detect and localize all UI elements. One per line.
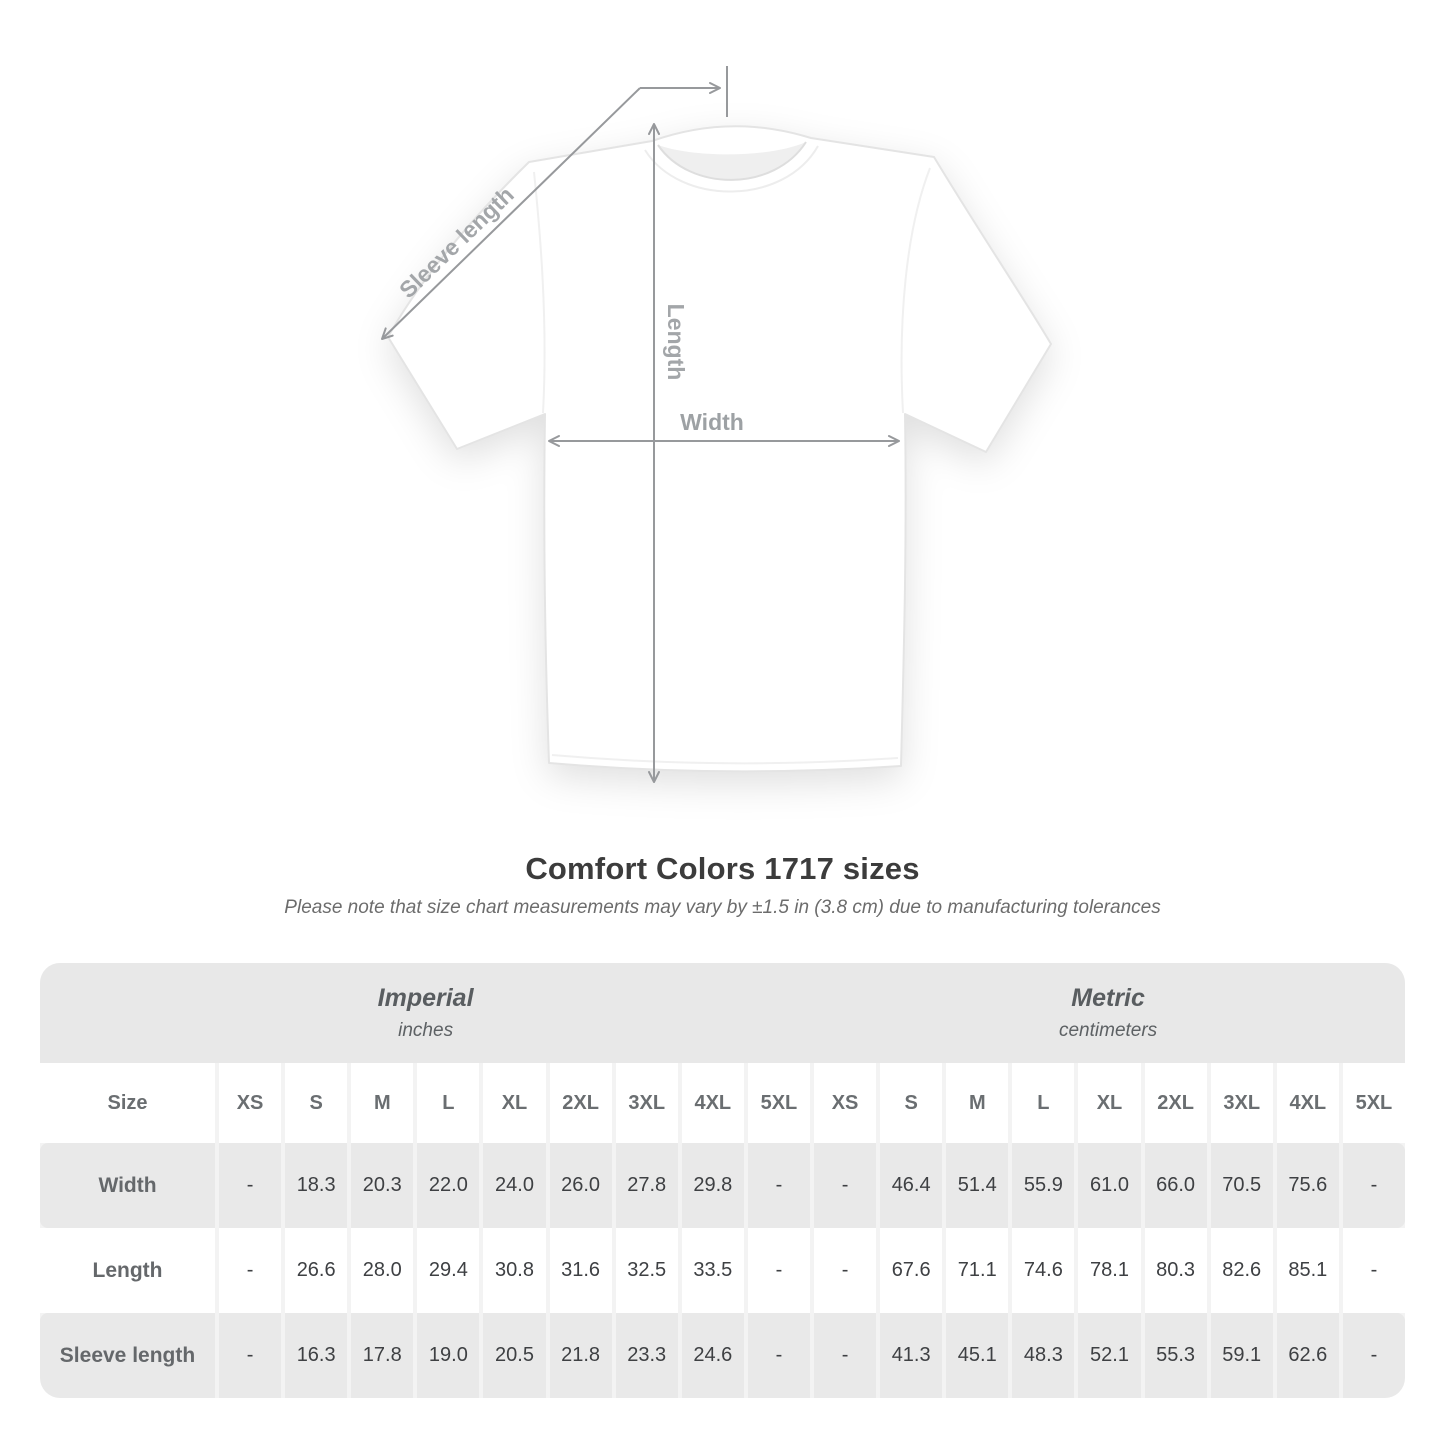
value-cell: 75.6 — [1277, 1143, 1339, 1228]
value-cell: 17.8 — [351, 1313, 413, 1398]
size-column-header: Size — [40, 1063, 215, 1143]
units-band — [40, 963, 1405, 1063]
metric-label: Metric — [1071, 984, 1145, 1012]
size-header: XS — [814, 1063, 876, 1143]
value-cell: 62.6 — [1277, 1313, 1339, 1398]
value-cell: - — [814, 1313, 876, 1398]
value-cell: 61.0 — [1078, 1143, 1140, 1228]
value-cell: 59.1 — [1211, 1313, 1273, 1398]
value-cell: 46.4 — [880, 1143, 942, 1228]
value-cell: 51.4 — [946, 1143, 1008, 1228]
value-cell: - — [748, 1228, 810, 1313]
size-chart-table — [40, 963, 1405, 1398]
value-cell: 55.9 — [1012, 1143, 1074, 1228]
value-cell: 80.3 — [1145, 1228, 1207, 1313]
size-header: 4XL — [1277, 1063, 1339, 1143]
value-cell: - — [219, 1228, 281, 1313]
size-header: M — [351, 1063, 413, 1143]
size-header: XL — [1078, 1063, 1140, 1143]
value-cell: 55.3 — [1145, 1313, 1207, 1398]
value-cell: - — [748, 1313, 810, 1398]
size-header: 5XL — [1343, 1063, 1405, 1143]
value-cell: 70.5 — [1211, 1143, 1273, 1228]
value-cell: 67.6 — [880, 1228, 942, 1313]
value-cell: 19.0 — [417, 1313, 479, 1398]
size-header: 5XL — [748, 1063, 810, 1143]
size-header: 4XL — [682, 1063, 744, 1143]
tolerance-note: Please note that size chart measurements may vary by ±1.5 in (3.8 cm) due to manufacturing tolerances — [284, 897, 1161, 918]
metric-group-header — [811, 963, 1405, 1063]
value-cell: 23.3 — [616, 1313, 678, 1398]
value-cell: 48.3 — [1012, 1313, 1074, 1398]
size-header: L — [417, 1063, 479, 1143]
value-cell: 29.4 — [417, 1228, 479, 1313]
value-cell: 26.0 — [550, 1143, 612, 1228]
length-label: Length — [663, 303, 689, 381]
value-cell: 22.0 — [417, 1143, 479, 1228]
value-cell: 82.6 — [1211, 1228, 1273, 1313]
value-cell: 71.1 — [946, 1228, 1008, 1313]
value-cell: 26.6 — [285, 1228, 347, 1313]
size-header: XS — [219, 1063, 281, 1143]
value-cell: 85.1 — [1277, 1228, 1339, 1313]
value-cell: 33.5 — [682, 1228, 744, 1313]
value-cell: 29.8 — [682, 1143, 744, 1228]
value-cell: - — [1343, 1228, 1405, 1313]
value-cell: 41.3 — [880, 1313, 942, 1398]
value-cell: - — [1343, 1143, 1405, 1228]
value-cell: 74.6 — [1012, 1228, 1074, 1313]
width-label: Width — [680, 409, 744, 435]
size-header: 3XL — [616, 1063, 678, 1143]
size-header: S — [880, 1063, 942, 1143]
value-cell: - — [814, 1143, 876, 1228]
size-header: S — [285, 1063, 347, 1143]
metric-unit: centimeters — [1058, 1020, 1158, 1041]
page-title: Comfort Colors 1717 sizes — [525, 851, 920, 886]
value-cell: - — [748, 1143, 810, 1228]
value-cell: 24.6 — [682, 1313, 744, 1398]
value-cell: - — [1343, 1313, 1405, 1398]
row-label-sleeve-length: Sleeve length — [40, 1313, 215, 1398]
value-cell: - — [219, 1313, 281, 1398]
value-cell: - — [219, 1143, 281, 1228]
sleeve-length-label: Sleeve length — [394, 181, 519, 304]
value-cell: 32.5 — [616, 1228, 678, 1313]
size-header: 2XL — [1145, 1063, 1207, 1143]
value-cell: 31.6 — [550, 1228, 612, 1313]
value-cell: 28.0 — [351, 1228, 413, 1313]
value-cell: 78.1 — [1078, 1228, 1140, 1313]
row-label-length: Length — [40, 1228, 215, 1313]
value-cell: 16.3 — [285, 1313, 347, 1398]
size-header: 2XL — [550, 1063, 612, 1143]
imperial-unit: inches — [398, 1020, 454, 1041]
value-cell: 18.3 — [285, 1143, 347, 1228]
value-cell: 66.0 — [1145, 1143, 1207, 1228]
size-header: 3XL — [1211, 1063, 1273, 1143]
value-cell: 21.8 — [550, 1313, 612, 1398]
value-cell: 45.1 — [946, 1313, 1008, 1398]
value-cell: 24.0 — [483, 1143, 545, 1228]
value-cell: 27.8 — [616, 1143, 678, 1228]
imperial-label: Imperial — [377, 984, 474, 1012]
size-header: M — [946, 1063, 1008, 1143]
value-cell: 30.8 — [483, 1228, 545, 1313]
value-cell: 20.5 — [483, 1313, 545, 1398]
size-header: L — [1012, 1063, 1074, 1143]
size-header: XL — [483, 1063, 545, 1143]
value-cell: 52.1 — [1078, 1313, 1140, 1398]
imperial-group-header — [40, 963, 811, 1063]
value-cell: - — [814, 1228, 876, 1313]
row-label-width: Width — [40, 1143, 215, 1228]
value-cell: 20.3 — [351, 1143, 413, 1228]
